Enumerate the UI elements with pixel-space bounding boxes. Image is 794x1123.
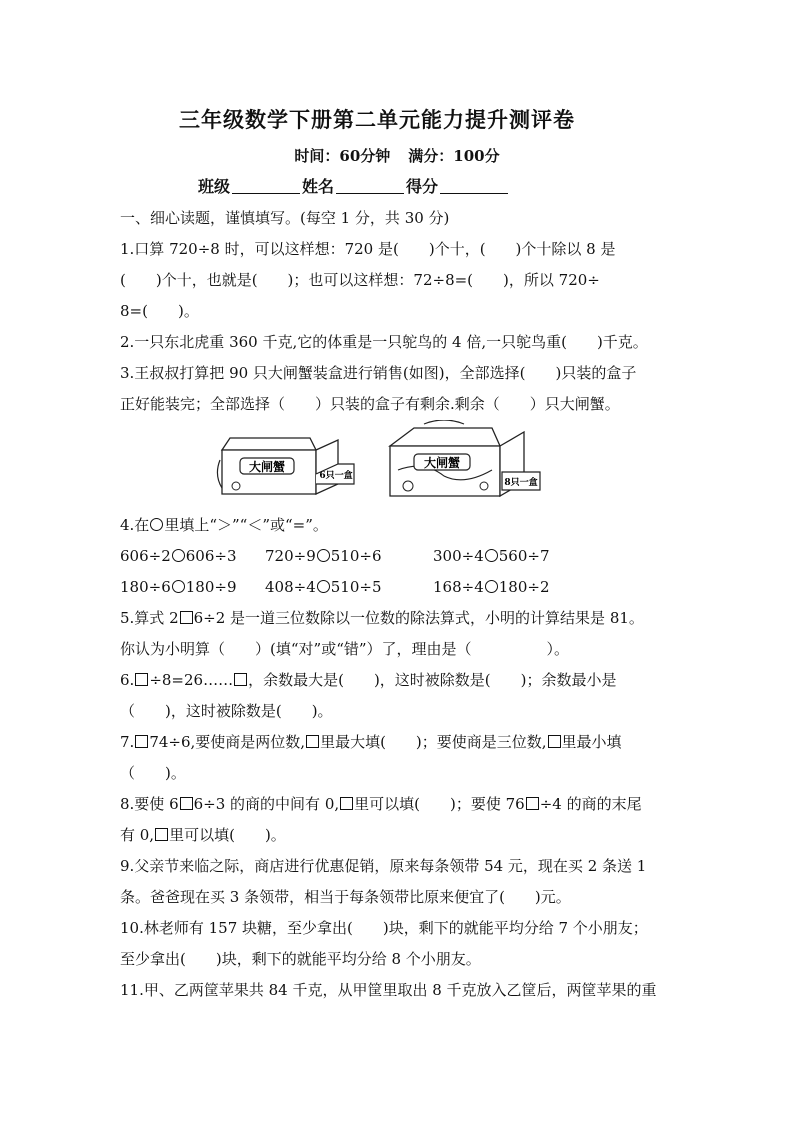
blank-box-icon[interactable] [234,673,247,686]
blank-box-icon [155,828,168,841]
box1-tag: 6只一盒 [319,471,353,481]
box1-label: 大闸蟹 [248,460,286,474]
full-score: 满分：100分 [408,147,500,165]
compare-circle-icon[interactable] [172,549,185,562]
compare-circle-icon[interactable] [317,549,330,562]
box2-label: 大闸蟹 [423,456,461,470]
blank-box-icon[interactable] [135,673,148,686]
blank-box-icon[interactable] [180,611,193,624]
page-title: 三年级数学下册第二单元能力提升测评卷 [179,107,575,132]
q8-line2: 有 0, 里可以填( )。 [120,826,286,844]
q7-line1: 7. 74÷6,要使商是两位数, 里最大填( )；要使商是三位数, 里最小填 [120,733,622,751]
q11-line1: 11.甲、乙两筐苹果共 84 千克，从甲筐里取出 8 千克放入乙筐后，两筐苹果的重 [120,981,657,999]
compare-circle-icon [150,518,163,531]
score-label: 得分 [406,177,439,196]
box2-tag: 8只一盒 [504,478,538,488]
q9-line1: 9.父亲节来临之际，商店进行优惠促销，原来每条领带 54 元，现在买 2 条送 1 [120,857,647,875]
q4-row1: 606÷2 606÷3 720÷9 510÷6 300÷4 560÷7 [120,547,550,565]
q4-line1: 4.在 里填上“＞”“＜”或“=”。 [120,516,328,534]
question-list [120,203,680,1006]
q1-line3: 8=( )。 [120,302,199,320]
q6-line2: （ )，这时被除数是( )。 [120,702,333,720]
compare-circle-icon[interactable] [485,580,498,593]
name-blank[interactable] [336,192,404,194]
name-label: 姓名 [302,177,335,196]
blank-box-icon [306,735,319,748]
q8-line1: 8.要使 6 6÷3 的商的中间有 0, 里可以填( )；要使 76 ÷4 的商的末尾 [120,795,642,813]
q1-line2: ( )个十，也就是( )；也可以这样想：72÷8=( )，所以 720÷ [120,271,600,289]
q3-line2: 正好能装完；全部选择（ ）只装的盒子有剩余.剩余（ ）只大闸蟹。 [120,395,620,413]
class-blank[interactable] [232,192,300,194]
crab-box-figure [120,420,680,510]
blank-box-icon[interactable] [180,797,193,810]
crab-box-8-icon [384,420,544,502]
exam-meta [0,145,794,166]
blank-box-icon [548,735,561,748]
q9-line2: 条。爸爸现在买 3 条领带，相当于每条领带比原来便宜了( )元。 [120,888,571,906]
q3-line1: 3.王叔叔打算把 90 只大闸蟹装盒进行销售(如图)，全部选择( )只装的盒子 [120,364,637,382]
blank-box-icon[interactable] [526,797,539,810]
score-blank[interactable] [440,192,508,194]
q7-line2: （ )。 [120,764,186,782]
q5-line2: 你认为小明算（ ）(填“对”或“错”）了，理由是（ ）。 [120,640,570,658]
q10-line2: 至少拿出( )块，剩下的就能平均分给 8 个小朋友。 [120,950,481,968]
q6-line1: 6. ÷8=26…… ，余数最大是( )，这时被除数是( )；余数最小是 [120,671,617,689]
q1-line1: 1.口算 720÷8 时，可以这样想：720 是( )个十，( )个十除以 8 是 [120,240,616,258]
section-heading: 一、细心读题，谨慎填写。(每空 1 分，共 30 分) [120,209,450,227]
q4-row2: 180÷6 180÷9 408÷4 510÷5 168÷4 180÷2 [120,578,550,596]
blank-box-icon[interactable] [135,735,148,748]
compare-circle-icon[interactable] [172,580,185,593]
blank-box-icon [340,797,353,810]
q2-line1: 2.一只东北虎重 360 千克,它的体重是一只鸵鸟的 4 倍,一只鸵鸟重( )千克。 [120,333,648,351]
q10-line1: 10.林老师有 157 块糖，至少拿出( )块，剩下的就能平均分给 7 个小朋友； [120,919,648,937]
compare-circle-icon[interactable] [317,580,330,593]
student-info-row [198,174,510,197]
time-limit: 时间：60分钟 [294,147,391,165]
compare-circle-icon[interactable] [485,549,498,562]
class-label: 班级 [198,177,231,196]
q5-line1: 5.算式 2 6÷2 是一道三位数除以一位数的除法算式，小明的计算结果是 81。 [120,609,644,627]
crab-box-6-icon [216,430,366,500]
